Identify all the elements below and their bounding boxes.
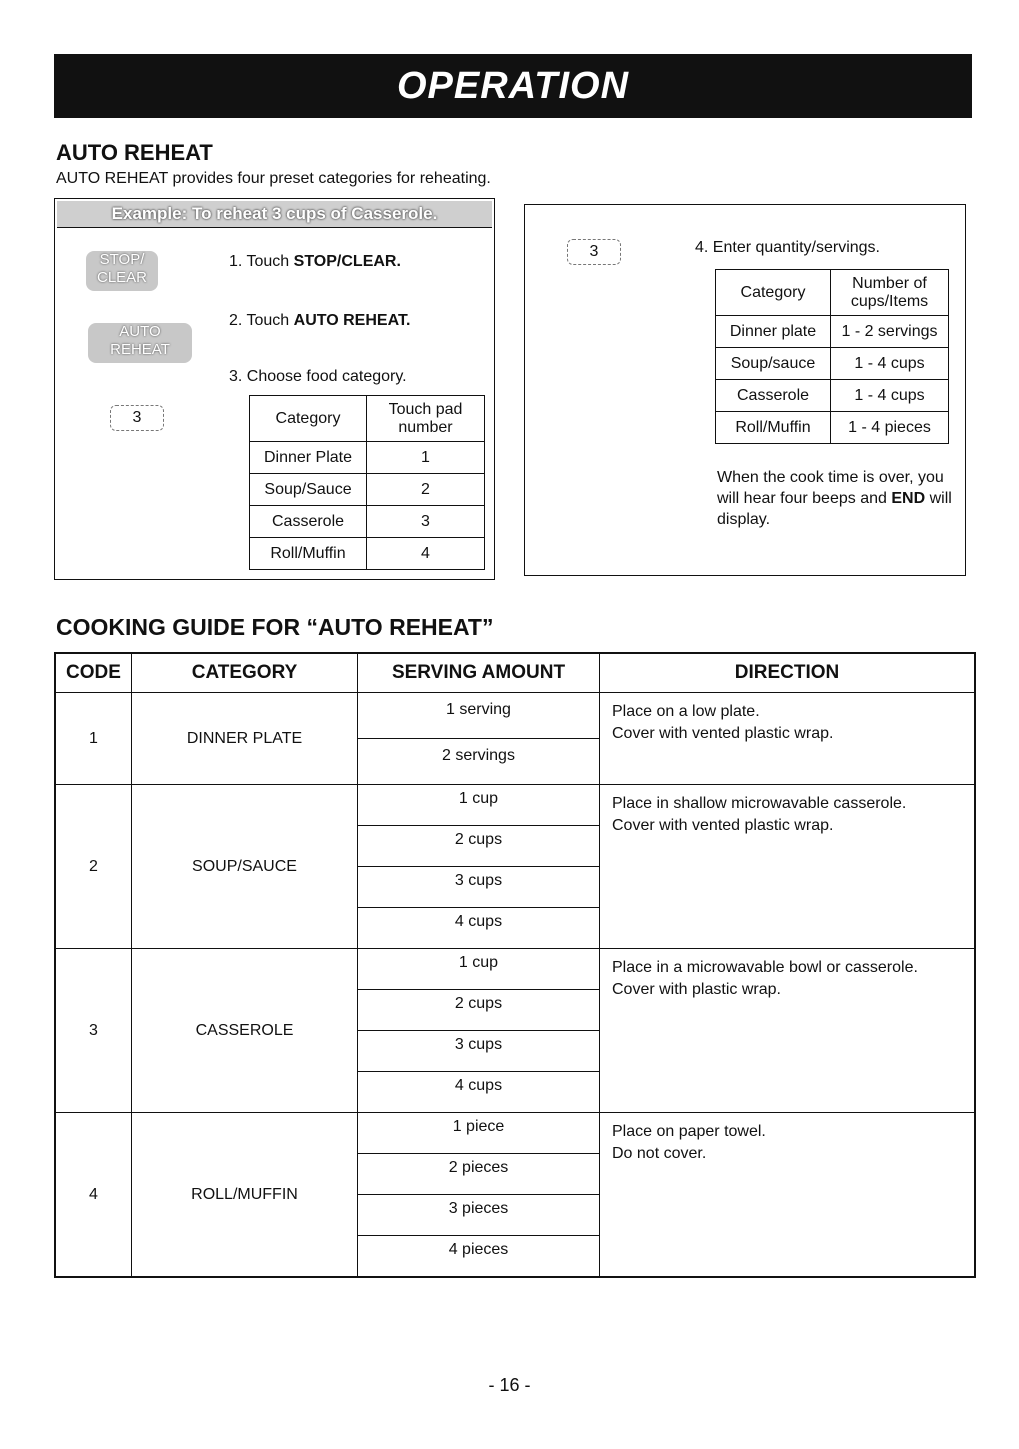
direction-line: Cover with vented plastic wrap.: [612, 725, 834, 742]
table-cell: Casserole: [250, 506, 367, 538]
serving-amount: 4 pieces: [448, 1241, 509, 1258]
direction-line: Do not cover.: [612, 1145, 707, 1162]
auto-reheat-heading: AUTO REHEAT: [56, 140, 213, 165]
page-number: - 16 -: [488, 1375, 531, 1395]
guide-row: [56, 693, 974, 785]
table-cell: 1 - 4 cups: [831, 348, 949, 380]
table-cell: Roll/Muffin: [716, 412, 831, 444]
guide-direction: [600, 785, 974, 948]
serving-amount: 3 cups: [358, 867, 599, 908]
number-3-pad-icon: 3: [110, 405, 164, 431]
guide-direction: [600, 693, 974, 784]
table-cell: 1 - 4 pieces: [831, 412, 949, 444]
step-num: 4.: [695, 239, 709, 256]
header-category: CATEGORY: [132, 654, 358, 692]
step-text: Enter quantity/servings.: [712, 239, 880, 256]
pad-label: REHEAT: [110, 341, 170, 358]
step-bold: AUTO REHEAT.: [293, 312, 411, 329]
note-text: When the cook time is over, you will hear four beeps and: [717, 469, 944, 507]
quantity-table-header: Number of cups/Items: [831, 270, 949, 316]
header-direction: DIRECTION: [734, 662, 840, 683]
guide-direction: [600, 949, 974, 1112]
note-tail: will display.: [717, 490, 952, 528]
guide-amounts: [358, 949, 600, 1112]
table-row: [716, 316, 949, 348]
step-num: 1.: [229, 253, 243, 270]
serving-amount: 3 pieces: [358, 1195, 599, 1236]
note-bold: END: [891, 490, 926, 507]
cooking-guide-heading: COOKING GUIDE FOR “AUTO REHEAT”: [56, 614, 494, 640]
step-1: [229, 253, 401, 271]
header-serving-amount: SERVING AMOUNT: [358, 654, 600, 692]
direction-line: Place on paper towel.: [612, 1123, 766, 1140]
step-num: 2.: [229, 312, 243, 329]
guide-row: [56, 949, 974, 1113]
serving-amount: 2 cups: [358, 826, 599, 867]
guide-body: [56, 693, 974, 1276]
table-row: [250, 538, 485, 570]
example-box-right: [524, 204, 966, 576]
pad-label: STOP/: [99, 251, 145, 268]
table-cell: Dinner Plate: [250, 442, 367, 474]
auto-reheat-pad-icon: [88, 323, 192, 363]
example-box-left: [54, 198, 495, 580]
step-text: Touch: [246, 312, 294, 329]
table-row: [716, 412, 949, 444]
pad-label: CLEAR: [96, 269, 148, 286]
serving-amount: 1 cup: [358, 785, 599, 826]
direction-line: Place in shallow microwavable casserole.: [612, 795, 907, 812]
cooking-guide-table: [54, 652, 976, 1278]
guide-direction: [600, 1113, 974, 1276]
guide-code: 1: [56, 693, 132, 784]
direction-line: Place on a low plate.: [612, 703, 760, 720]
table-cell: Soup/Sauce: [250, 474, 367, 506]
table-row: [250, 506, 485, 538]
step-bold: STOP/CLEAR.: [293, 253, 401, 270]
guide-row: [56, 1113, 974, 1276]
category-table: [249, 395, 485, 570]
auto-reheat-intro: AUTO REHEAT provides four preset categories for reheating.: [56, 170, 491, 187]
serving-amount: 4 cups: [454, 1077, 503, 1094]
guide-category: ROLL/MUFFIN: [132, 1113, 358, 1276]
step-3: [229, 368, 407, 386]
table-row: [250, 474, 485, 506]
table-row: [250, 442, 485, 474]
table-cell: 1 - 2 servings: [831, 316, 949, 348]
serving-amount: 1 piece: [358, 1113, 599, 1154]
completion-note: [717, 467, 953, 530]
table-cell: Dinner plate: [716, 316, 831, 348]
operation-banner: OPERATION: [54, 54, 972, 118]
serving-amount: 3 cups: [358, 1031, 599, 1072]
header-code: CODE: [56, 654, 132, 692]
guide-code: 4: [56, 1113, 132, 1276]
table-cell: Soup/sauce: [716, 348, 831, 380]
step-text: Choose food category.: [246, 368, 407, 385]
direction-line: Place in a microwavable bowl or casserole.: [612, 959, 918, 976]
stop-clear-pad-icon: [86, 251, 158, 291]
guide-code: 3: [56, 949, 132, 1112]
guide-amounts: [358, 785, 600, 948]
table-cell: Casserole: [716, 380, 831, 412]
table-cell: 1: [367, 442, 485, 474]
table-cell: 1 - 4 cups: [831, 380, 949, 412]
table-cell: 3: [367, 506, 485, 538]
category-table-header: Touch pad number: [367, 396, 485, 442]
guide-category: DINNER PLATE: [132, 693, 358, 784]
serving-amount: 2 servings: [442, 747, 515, 764]
step-num: 3.: [229, 368, 243, 385]
serving-amount: 1 serving: [358, 693, 599, 739]
step-text: Touch: [246, 253, 294, 270]
guide-category: CASSEROLE: [132, 949, 358, 1112]
category-table-header: Category: [250, 396, 367, 442]
number-3-pad-icon: 3: [567, 239, 621, 265]
serving-amount: 2 pieces: [358, 1154, 599, 1195]
quantity-table-header: Category: [716, 270, 831, 316]
pad-label: AUTO: [119, 323, 161, 340]
step-2: [229, 312, 410, 330]
table-cell: 4: [367, 538, 485, 570]
guide-row: [56, 785, 974, 949]
table-row: [716, 348, 949, 380]
guide-code: 2: [56, 785, 132, 948]
guide-amounts: [358, 1113, 600, 1276]
guide-amounts: [358, 693, 600, 784]
quantity-table: [715, 269, 949, 444]
example-title: Example: To reheat 3 cups of Casserole.: [57, 201, 492, 228]
table-cell: Roll/Muffin: [250, 538, 367, 570]
guide-category: SOUP/SAUCE: [132, 785, 358, 948]
serving-amount: 2 cups: [358, 990, 599, 1031]
direction-line: Cover with vented plastic wrap.: [612, 817, 834, 834]
table-cell: 2: [367, 474, 485, 506]
serving-amount: 4 cups: [454, 913, 503, 930]
step-4: [695, 239, 880, 257]
serving-amount: 1 cup: [358, 949, 599, 990]
table-row: [716, 380, 949, 412]
direction-line: Cover with plastic wrap.: [612, 981, 781, 998]
